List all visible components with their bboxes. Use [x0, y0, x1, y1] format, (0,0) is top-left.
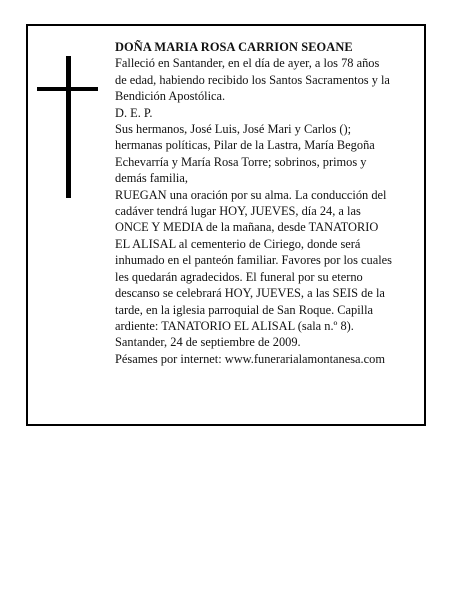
- obituary-text: [115, 39, 421, 367]
- text-line: les quedarán agradecidos. El funeral por su eterno: [115, 269, 363, 284]
- family-paragraph: [115, 121, 421, 187]
- text-line: de edad, habiendo recibido los Santos Sacramentos y la: [115, 72, 390, 87]
- cross-icon: [66, 56, 71, 198]
- text-line: ardiente: TANATORIO EL ALISAL (sala n.º 8).: [115, 318, 354, 333]
- text-line: tarde, en la iglesia parroquial de San Roque. Capilla: [115, 302, 374, 317]
- request-paragraph: [115, 187, 421, 335]
- cross-icon-arm: [37, 87, 98, 91]
- rip-line: D. E. P.: [115, 105, 153, 120]
- text-line: RUEGAN una oración por su alma. La conducción del: [115, 187, 387, 202]
- text-line: inhumado en el panteón familiar. Favores por los cuales: [115, 253, 392, 268]
- text-line: Bendición Apostólica.: [115, 89, 226, 104]
- condolences-line: Pésames por internet: www.funerarialamontanesa.com: [115, 351, 385, 366]
- text-line: cadáver tendrá lugar HOY, JUEVES, día 24, a las: [115, 204, 361, 219]
- date-line: Santander, 24 de septiembre de 2009.: [115, 335, 301, 350]
- text-line: ONCE Y MEDIA de la mañana, desde TANATORIO: [115, 220, 379, 235]
- text-line: Sus hermanos, José Luis, José Mari y Carlos ();: [115, 122, 352, 137]
- text-line: EL ALISAL al cementerio de Ciriego, donde será: [115, 236, 361, 251]
- deceased-name: DOÑA MARIA ROSA CARRION SEOANE: [115, 40, 353, 54]
- obituary-notice: [26, 24, 426, 426]
- text-line: Falleció en Santander, en el día de ayer, a los 78 años: [115, 56, 380, 71]
- text-line: descanso se celebrará HOY, JUEVES, a las SEIS de la: [115, 286, 385, 301]
- text-line: demás familia,: [115, 171, 188, 186]
- text-line: Echevarría y María Rosa Torre; sobrinos, primos y: [115, 154, 367, 169]
- text-line: hermanas políticas, Pilar de la Lastra, María Begoña: [115, 138, 375, 153]
- death-paragraph: [115, 55, 421, 104]
